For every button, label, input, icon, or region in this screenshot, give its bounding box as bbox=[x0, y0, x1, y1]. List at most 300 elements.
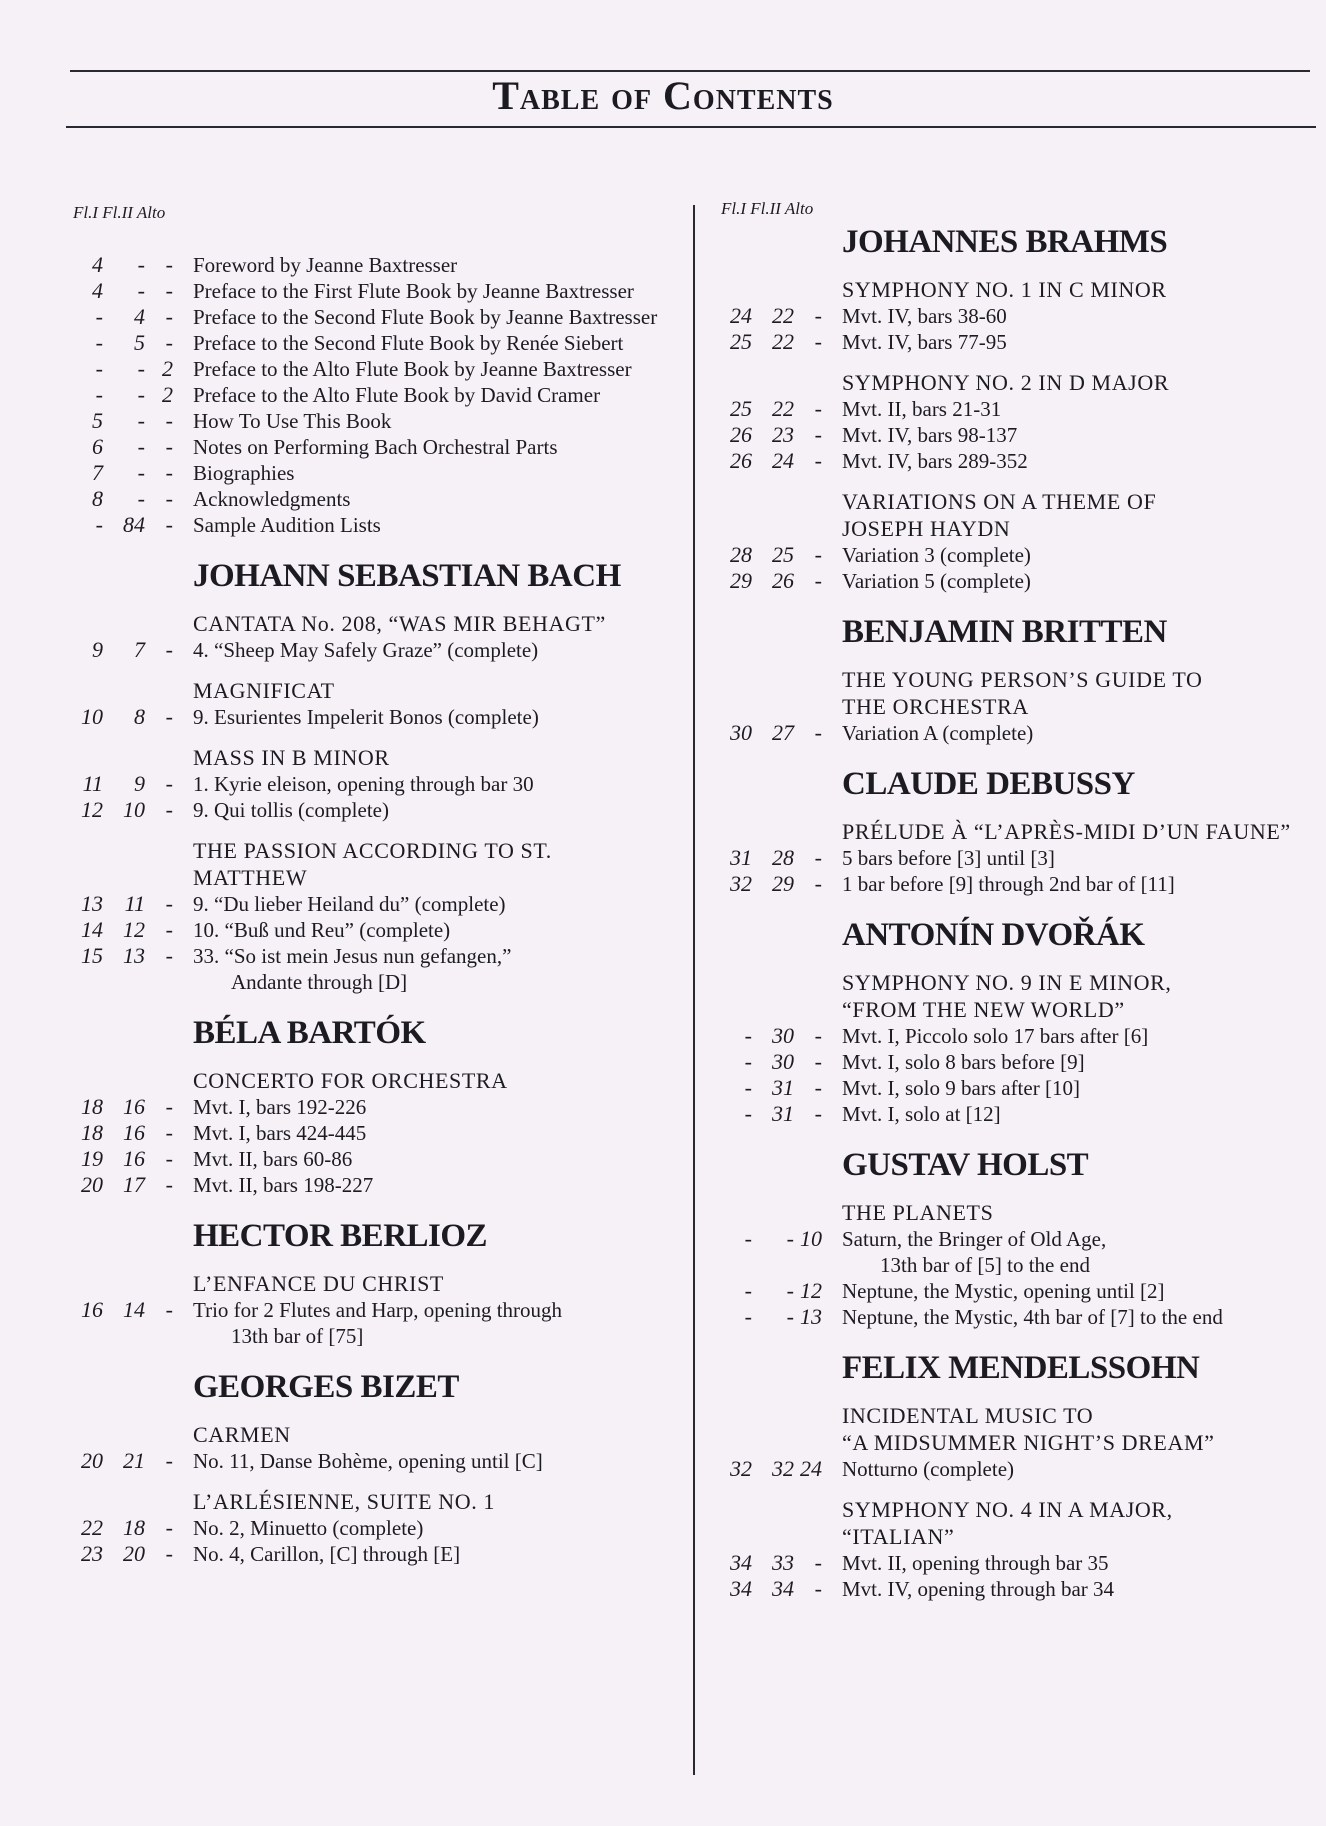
page-number-alto: - bbox=[165, 1515, 173, 1540]
page-number-fl2: 21 bbox=[123, 1448, 145, 1473]
toc-entry bbox=[730, 568, 1312, 594]
page-number-fl1: 25 bbox=[730, 396, 752, 421]
page-numbers bbox=[71, 512, 173, 538]
page-number-alto: 2 bbox=[162, 356, 173, 381]
toc-entry bbox=[95, 304, 693, 330]
page-number-alto: 10 bbox=[800, 1226, 822, 1251]
page-number-fl2: - bbox=[786, 1304, 794, 1329]
page-numbers bbox=[71, 771, 173, 797]
toc-entry bbox=[730, 845, 1312, 871]
page-number-alto: - bbox=[165, 408, 173, 433]
page-number-fl1: - bbox=[744, 1023, 752, 1048]
page-number-fl2: - bbox=[786, 1226, 794, 1251]
entry-text: Mvt. II, bars 60-86 bbox=[193, 1147, 353, 1171]
entry-text: Mvt. II, bars 198-227 bbox=[193, 1173, 374, 1197]
entry-text: Mvt. I, solo at [12] bbox=[842, 1102, 1001, 1126]
page-number-fl1: 30 bbox=[730, 720, 752, 745]
entry-text: No. 2, Minuetto (complete) bbox=[193, 1516, 424, 1540]
toc-entry bbox=[730, 720, 1312, 746]
page-number-fl1: 4 bbox=[92, 252, 103, 277]
page-numbers bbox=[720, 1576, 822, 1602]
page-number-alto: - bbox=[814, 1075, 822, 1100]
toc-entry bbox=[81, 917, 693, 943]
page-number-alto: - bbox=[165, 1448, 173, 1473]
toc-entry bbox=[81, 1120, 693, 1146]
work-title-line: SYMPHONY NO. 9 IN E MINOR, bbox=[842, 970, 1172, 995]
page-number-fl2: 27 bbox=[772, 720, 794, 745]
page-numbers bbox=[720, 568, 822, 594]
page-number-alto: - bbox=[814, 1576, 822, 1601]
page-number-fl2: 24 bbox=[772, 448, 794, 473]
page-number-fl2: 30 bbox=[772, 1023, 794, 1048]
page-number-fl1: 34 bbox=[730, 1550, 752, 1575]
page-numbers bbox=[71, 637, 173, 663]
page-number-fl2: 16 bbox=[123, 1146, 145, 1171]
page-number-alto: - bbox=[165, 1094, 173, 1119]
page-number-fl1: 16 bbox=[81, 1297, 103, 1322]
toc-entry bbox=[95, 356, 693, 382]
work-title bbox=[193, 610, 693, 637]
page-numbers bbox=[720, 303, 822, 329]
entry-text: Trio for 2 Flutes and Harp, opening through bbox=[193, 1298, 563, 1322]
toc-entry bbox=[81, 704, 693, 730]
page-number-fl1: 24 bbox=[730, 303, 752, 328]
work-title bbox=[842, 969, 1312, 1023]
right-column-header bbox=[721, 199, 813, 219]
page-title: Table of Contents bbox=[492, 73, 834, 118]
page-numbers bbox=[71, 1094, 173, 1120]
toc-entry bbox=[730, 1550, 1312, 1576]
page-numbers bbox=[71, 330, 173, 356]
page-number-fl2: 84 bbox=[123, 512, 145, 537]
page-number-fl1: - bbox=[95, 382, 103, 407]
page-number-fl2: - bbox=[786, 1278, 794, 1303]
entry-text: Preface to the Second Flute Book by Renée Siebert bbox=[193, 331, 624, 355]
toc-entry bbox=[730, 1576, 1312, 1602]
page-number-fl1: 6 bbox=[92, 434, 103, 459]
toc-entry bbox=[81, 797, 693, 823]
entry-text-continued: 13th bar of [75] bbox=[231, 1324, 364, 1348]
page-numbers bbox=[720, 1023, 822, 1049]
page-number-fl1: 34 bbox=[730, 1576, 752, 1601]
work-title-line: “FROM THE NEW WORLD” bbox=[842, 997, 1125, 1022]
page-number-alto: - bbox=[814, 720, 822, 745]
page-number-alto: - bbox=[814, 1049, 822, 1074]
page-numbers bbox=[720, 845, 822, 871]
page-number-fl1: - bbox=[744, 1304, 752, 1329]
page-numbers bbox=[71, 382, 173, 408]
composer-heading: ANTONÍN DVOŘÁK bbox=[842, 917, 1145, 953]
page-numbers bbox=[720, 1075, 822, 1101]
page-number-fl2: 34 bbox=[772, 1576, 794, 1601]
toc-entry bbox=[730, 329, 1312, 355]
page-number-fl1: 29 bbox=[730, 568, 752, 593]
page-number-alto: 2 bbox=[162, 382, 173, 407]
page-number-fl2: 11 bbox=[124, 891, 145, 916]
page-number-alto: - bbox=[814, 1101, 822, 1126]
page-number-fl2: 25 bbox=[772, 542, 794, 567]
page-numbers bbox=[720, 1550, 822, 1576]
page-number-alto: - bbox=[165, 1297, 173, 1322]
toc-entry bbox=[95, 382, 693, 408]
entry-text: Preface to the Alto Flute Book by Jeanne Baxtresser bbox=[193, 357, 632, 381]
composer-heading: GEORGES BIZET bbox=[193, 1369, 459, 1405]
toc-entry bbox=[92, 252, 693, 278]
entry-text: 33. “So ist mein Jesus nun gefangen,” bbox=[193, 944, 512, 968]
work-title-line: THE PASSION ACCORDING TO ST. bbox=[193, 838, 552, 863]
page-numbers bbox=[71, 797, 173, 823]
page-number-fl1: 4 bbox=[92, 278, 103, 303]
entry-text: Saturn, the Bringer of Old Age, bbox=[842, 1227, 1107, 1251]
entry-text: Variation 3 (complete) bbox=[842, 543, 1031, 567]
page-numbers bbox=[71, 891, 173, 917]
entry-text: Notes on Performing Bach Orchestral Parts bbox=[193, 435, 558, 459]
page-number-fl2: - bbox=[137, 382, 145, 407]
page-number-alto: - bbox=[165, 943, 173, 968]
page-number-alto: - bbox=[165, 434, 173, 459]
page-number-alto: - bbox=[814, 568, 822, 593]
work-title-line: MATTHEW bbox=[193, 865, 308, 890]
composer-heading: JOHANNES BRAHMS bbox=[842, 224, 1168, 260]
page-numbers bbox=[71, 434, 173, 460]
toc-entry bbox=[92, 434, 693, 460]
page-number-fl2: 31 bbox=[772, 1101, 794, 1126]
entry-text-continued: 13th bar of [5] to the end bbox=[880, 1253, 1090, 1277]
work-title bbox=[842, 276, 1312, 303]
page-numbers bbox=[71, 460, 173, 486]
work-title-line: SYMPHONY NO. 1 IN C MINOR bbox=[842, 277, 1167, 302]
entry-text: Mvt. I, solo 8 bars before [9] bbox=[842, 1050, 1085, 1074]
work-title bbox=[193, 1067, 693, 1094]
work-title bbox=[842, 1496, 1312, 1550]
toc-entry bbox=[744, 1304, 1312, 1330]
page-numbers bbox=[720, 1278, 822, 1304]
page-number-alto: - bbox=[814, 396, 822, 421]
page-number-alto: - bbox=[165, 637, 173, 662]
page-number-fl2: 7 bbox=[134, 637, 145, 662]
work-title bbox=[193, 1270, 693, 1297]
work-title-line: SYMPHONY NO. 4 IN A MAJOR, bbox=[842, 1497, 1173, 1522]
work-title-line: PRÉLUDE À “L’APRÈS-MIDI D’UN FAUNE” bbox=[842, 819, 1291, 844]
page-number-alto: - bbox=[165, 486, 173, 511]
entry-text: Mvt. II, opening through bar 35 bbox=[842, 1551, 1109, 1575]
entry-text: Mvt. I, bars 424-445 bbox=[193, 1121, 367, 1145]
work-title bbox=[193, 837, 693, 891]
fl2-header: Fl.II bbox=[750, 199, 781, 218]
page-numbers bbox=[720, 1049, 822, 1075]
page-number-fl1: 25 bbox=[730, 329, 752, 354]
entry-text: No. 4, Carillon, [C] through [E] bbox=[193, 1542, 461, 1566]
toc-entry bbox=[730, 422, 1312, 448]
page-number-fl1: 13 bbox=[81, 891, 103, 916]
toc-entry bbox=[81, 1515, 693, 1541]
page-number-fl1: 8 bbox=[92, 486, 103, 511]
page-number-fl1: 22 bbox=[81, 1515, 103, 1540]
page-number-fl1: 32 bbox=[730, 1456, 752, 1481]
page-numbers bbox=[71, 943, 173, 969]
page-numbers bbox=[720, 422, 822, 448]
page-numbers bbox=[71, 1541, 173, 1567]
page-number-fl2: 20 bbox=[123, 1541, 145, 1566]
page-numbers bbox=[720, 542, 822, 568]
page-number-alto: 12 bbox=[800, 1278, 822, 1303]
page-numbers bbox=[720, 1304, 822, 1330]
column-divider bbox=[693, 205, 695, 1775]
left-column bbox=[81, 252, 693, 1567]
composer-heading: BÉLA BARTÓK bbox=[193, 1015, 426, 1051]
toc-entry bbox=[744, 1075, 1312, 1101]
entry-text: Mvt. IV, bars 289-352 bbox=[842, 449, 1028, 473]
page-number-alto: - bbox=[165, 704, 173, 729]
page-number-alto: - bbox=[165, 1172, 173, 1197]
page-number-fl1: - bbox=[744, 1226, 752, 1251]
toc-entry bbox=[95, 512, 693, 538]
page-number-alto: - bbox=[165, 460, 173, 485]
entry-text: Sample Audition Lists bbox=[193, 513, 381, 537]
left-column-header bbox=[73, 203, 165, 223]
entry-text: Mvt. II, bars 21-31 bbox=[842, 397, 1002, 421]
page-numbers bbox=[71, 704, 173, 730]
page-number-fl2: - bbox=[137, 460, 145, 485]
toc-entry bbox=[730, 396, 1312, 422]
page-numbers bbox=[71, 1172, 173, 1198]
page-numbers bbox=[71, 252, 173, 278]
page-number-fl2: 17 bbox=[123, 1172, 145, 1197]
work-title-line: INCIDENTAL MUSIC TO bbox=[842, 1403, 1094, 1428]
title-underline bbox=[66, 126, 1316, 128]
page-number-alto: - bbox=[165, 1120, 173, 1145]
page-number-fl2: 16 bbox=[123, 1120, 145, 1145]
entry-text: Mvt. IV, bars 98-137 bbox=[842, 423, 1018, 447]
page-number-alto: - bbox=[165, 917, 173, 942]
page-number-fl2: - bbox=[137, 278, 145, 303]
page-number-fl1: 15 bbox=[81, 943, 103, 968]
toc-entry bbox=[81, 943, 693, 995]
toc-entry bbox=[744, 1226, 1312, 1278]
page-number-alto: 13 bbox=[800, 1304, 822, 1329]
work-title bbox=[193, 1421, 693, 1448]
work-title bbox=[193, 744, 693, 771]
page-number-fl2: 13 bbox=[123, 943, 145, 968]
page-number-fl1: 26 bbox=[730, 448, 752, 473]
page-number-fl2: 31 bbox=[772, 1075, 794, 1100]
page-numbers bbox=[720, 871, 822, 897]
page-numbers bbox=[71, 486, 173, 512]
page-number-alto: - bbox=[814, 448, 822, 473]
toc-entry bbox=[81, 1448, 693, 1474]
page-number-alto: 24 bbox=[800, 1456, 822, 1481]
page-number-fl1: 12 bbox=[81, 797, 103, 822]
page-number-fl2: 9 bbox=[134, 771, 145, 796]
page-numbers bbox=[71, 1515, 173, 1541]
page-number-fl2: 28 bbox=[772, 845, 794, 870]
page-number-alto: - bbox=[814, 303, 822, 328]
alto-header: Alto bbox=[784, 199, 814, 218]
composer-heading: JOHANN SEBASTIAN BACH bbox=[193, 558, 621, 594]
page-number-fl1: 31 bbox=[730, 845, 752, 870]
page-number-alto: - bbox=[165, 1146, 173, 1171]
page-numbers bbox=[71, 917, 173, 943]
entry-text: Mvt. I, bars 192-226 bbox=[193, 1095, 367, 1119]
page-number-fl2: 23 bbox=[772, 422, 794, 447]
work-title bbox=[842, 666, 1312, 720]
entry-text: Mvt. IV, bars 77-95 bbox=[842, 330, 1007, 354]
toc-entry bbox=[81, 1172, 693, 1198]
page-number-fl1: 26 bbox=[730, 422, 752, 447]
page-number-fl2: - bbox=[137, 252, 145, 277]
page-number-fl2: 8 bbox=[134, 704, 145, 729]
page-number-fl1: 32 bbox=[730, 871, 752, 896]
fl1-header: Fl.I bbox=[721, 199, 747, 218]
page-numbers bbox=[71, 1146, 173, 1172]
fl1-header: Fl.I bbox=[73, 203, 99, 222]
entry-text: How To Use This Book bbox=[193, 409, 392, 433]
entry-text: Mvt. IV, opening through bar 34 bbox=[842, 1577, 1115, 1601]
entry-text: Acknowledgments bbox=[193, 487, 351, 511]
entry-text: Neptune, the Mystic, opening until [2] bbox=[842, 1279, 1165, 1303]
page-number-fl1: 9 bbox=[92, 637, 103, 662]
entry-text: 9. Esurientes Impelerit Bonos (complete) bbox=[193, 705, 539, 729]
page-numbers bbox=[71, 408, 173, 434]
page-number-fl1: 20 bbox=[81, 1172, 103, 1197]
page-number-fl1: 19 bbox=[81, 1146, 103, 1171]
toc-entry bbox=[92, 637, 693, 663]
page-number-alto: - bbox=[165, 304, 173, 329]
toc-entry bbox=[92, 278, 693, 304]
composer-heading: BENJAMIN BRITTEN bbox=[842, 614, 1167, 650]
page-number-fl2: 29 bbox=[772, 871, 794, 896]
entry-text: 1 bar before [9] through 2nd bar of [11] bbox=[842, 872, 1175, 896]
page-number-fl1: - bbox=[95, 304, 103, 329]
page-numbers bbox=[71, 278, 173, 304]
page-numbers bbox=[720, 448, 822, 474]
page-numbers bbox=[71, 304, 173, 330]
page-number-fl2: 18 bbox=[123, 1515, 145, 1540]
page-number-fl2: 16 bbox=[123, 1094, 145, 1119]
page-number-fl2: - bbox=[137, 408, 145, 433]
toc-entry bbox=[82, 771, 693, 797]
toc-entry bbox=[744, 1278, 1312, 1304]
page-number-fl2: - bbox=[137, 434, 145, 459]
page-number-fl2: 12 bbox=[123, 917, 145, 942]
entry-text: 9. Qui tollis (complete) bbox=[193, 798, 389, 822]
work-title-line: L’ARLÉSIENNE, SUITE NO. 1 bbox=[193, 1489, 495, 1514]
work-title-line: L’ENFANCE DU CHRIST bbox=[193, 1271, 444, 1296]
toc-entry bbox=[81, 1094, 693, 1120]
page-number-fl2: 22 bbox=[772, 303, 794, 328]
page-number-alto: - bbox=[814, 845, 822, 870]
page-number-alto: - bbox=[165, 252, 173, 277]
page-number-fl1: 18 bbox=[81, 1094, 103, 1119]
entry-text: Neptune, the Mystic, 4th bar of [7] to the end bbox=[842, 1305, 1223, 1329]
page-number-alto: - bbox=[814, 422, 822, 447]
page-number-alto: - bbox=[814, 329, 822, 354]
alto-header: Alto bbox=[136, 203, 166, 222]
work-title bbox=[842, 818, 1312, 845]
page-number-fl2: 4 bbox=[134, 304, 145, 329]
toc-entry bbox=[730, 542, 1312, 568]
work-title bbox=[842, 1402, 1312, 1456]
toc-entry bbox=[730, 1456, 1312, 1482]
entry-text: No. 11, Danse Bohème, opening until [C] bbox=[193, 1449, 543, 1473]
work-title-line: THE ORCHESTRA bbox=[842, 694, 1029, 719]
work-title-line: “ITALIAN” bbox=[842, 1524, 955, 1549]
entry-text: Preface to the Second Flute Book by Jeanne Baxtresser bbox=[193, 305, 658, 329]
page-number-fl1: 11 bbox=[82, 771, 103, 796]
page-number-alto: - bbox=[165, 891, 173, 916]
page-numbers bbox=[720, 1456, 822, 1482]
page-numbers bbox=[71, 1120, 173, 1146]
entry-text: Mvt. I, Piccolo solo 17 bars after [6] bbox=[842, 1024, 1149, 1048]
composer-heading: GUSTAV HOLST bbox=[842, 1147, 1089, 1183]
entry-text: 5 bars before [3] until [3] bbox=[842, 846, 1055, 870]
page-numbers bbox=[720, 396, 822, 422]
page-number-fl1: - bbox=[744, 1101, 752, 1126]
page-number-fl2: 5 bbox=[134, 330, 145, 355]
page-number-alto: - bbox=[814, 542, 822, 567]
page-numbers bbox=[720, 1101, 822, 1127]
entry-text: 1. Kyrie eleison, opening through bar 30 bbox=[193, 772, 534, 796]
work-title-line: THE YOUNG PERSON’S GUIDE TO bbox=[842, 667, 1203, 692]
page-number-fl1: 5 bbox=[92, 408, 103, 433]
page-number-alto: - bbox=[165, 512, 173, 537]
page-number-fl1: 10 bbox=[81, 704, 103, 729]
page-number-fl2: 14 bbox=[123, 1297, 145, 1322]
page-number-alto: - bbox=[165, 330, 173, 355]
fl2-header: Fl.II bbox=[102, 203, 133, 222]
toc-entry bbox=[92, 486, 693, 512]
composer-heading: FELIX MENDELSSOHN bbox=[842, 1350, 1200, 1386]
work-title-line: MAGNIFICAT bbox=[193, 678, 335, 703]
page-number-fl2: 26 bbox=[772, 568, 794, 593]
entry-text: 10. “Buß und Reu” (complete) bbox=[193, 918, 451, 942]
work-title-line: CANTATA No. 208, “WAS MIR BEHAGT” bbox=[193, 611, 606, 636]
work-title-line: THE PLANETS bbox=[842, 1200, 994, 1225]
work-title-line: CARMEN bbox=[193, 1422, 291, 1447]
toc-entry bbox=[81, 1541, 693, 1567]
page-number-alto: - bbox=[165, 278, 173, 303]
toc-entry bbox=[744, 1023, 1312, 1049]
page-number-fl1: 20 bbox=[81, 1448, 103, 1473]
page-numbers bbox=[71, 1297, 173, 1323]
page-number-alto: - bbox=[165, 797, 173, 822]
page-number-fl1: - bbox=[744, 1075, 752, 1100]
work-title-line: CONCERTO FOR ORCHESTRA bbox=[193, 1068, 508, 1093]
entry-text: Variation 5 (complete) bbox=[842, 569, 1031, 593]
work-title-line: JOSEPH HAYDN bbox=[842, 516, 1011, 541]
page-number-alto: - bbox=[165, 1541, 173, 1566]
entry-text-continued: Andante through [D] bbox=[231, 970, 408, 994]
page-number-fl2: 22 bbox=[772, 329, 794, 354]
page-number-fl2: 10 bbox=[123, 797, 145, 822]
page-number-fl1: 18 bbox=[81, 1120, 103, 1145]
entry-text: Variation A (complete) bbox=[842, 721, 1034, 745]
page-number-fl1: - bbox=[95, 330, 103, 355]
page-number-fl1: - bbox=[95, 356, 103, 381]
page-number-fl1: - bbox=[95, 512, 103, 537]
entry-text: Notturno (complete) bbox=[842, 1457, 1015, 1481]
composer-heading: HECTOR BERLIOZ bbox=[193, 1218, 488, 1254]
toc-entry bbox=[730, 448, 1312, 474]
page-numbers bbox=[720, 720, 822, 746]
page-number-fl1: 7 bbox=[92, 460, 103, 485]
work-title-line: MASS IN B MINOR bbox=[193, 745, 390, 770]
work-title-line: VARIATIONS ON A THEME OF bbox=[842, 489, 1157, 514]
page-numbers bbox=[71, 1448, 173, 1474]
entry-text: Preface to the Alto Flute Book by David Cramer bbox=[193, 383, 601, 407]
toc-entry bbox=[744, 1049, 1312, 1075]
work-title-line: “A MIDSUMMER NIGHT’S DREAM” bbox=[842, 1430, 1215, 1455]
